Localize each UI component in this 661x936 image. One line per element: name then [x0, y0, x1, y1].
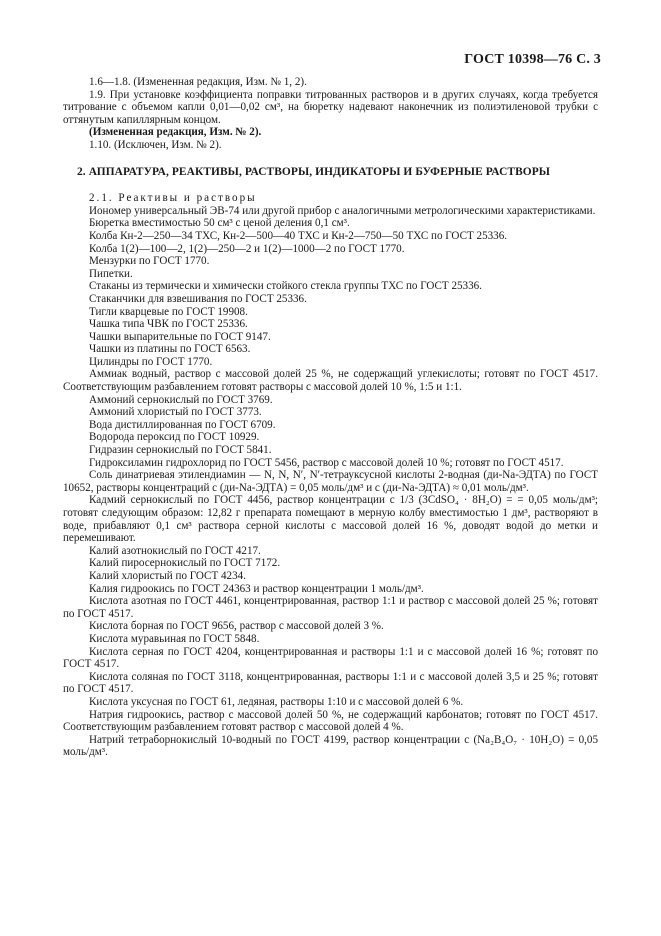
list-item: Гидроксиламин гидрохлорид по ГОСТ 5456, раствор с массовой долей 10 %; готовят по ГОСТ 4517.	[89, 456, 564, 469]
list-item: Стаканчики для взвешивания по ГОСТ 25336.	[89, 292, 307, 305]
paragraph-1-9: 1.9. При установке коэффициента поправки титрованных растворов и в других случаях, когда требуется титрование с объемом капли 0,01—0,02 см³, на бюретку надевают наконечник из полиэтиленовой трубки с оттянутым капиллярным концом.	[63, 88, 598, 126]
list-item: Калий хлористый по ГОСТ 4234.	[89, 569, 246, 582]
list-item: Мензурки по ГОСТ 1770.	[89, 255, 210, 268]
subsection-2-1: 2.1. Реактивы и растворы	[89, 192, 257, 205]
list-item: Пипетки.	[89, 267, 133, 280]
section-title: 2. АППАРАТУРА, РЕАКТИВЫ, РАСТВОРЫ, ИНДИКАТОРЫ И БУФЕРНЫЕ РАСТВОРЫ	[77, 165, 551, 178]
list-item: Чашки выпарительные по ГОСТ 9147.	[89, 330, 271, 343]
page-header: ГОСТ 10398—76 С. 3	[464, 52, 601, 67]
list-item: Калий пиросернокислый по ГОСТ 7172.	[89, 557, 281, 570]
list-item: Цилиндры по ГОСТ 1770.	[89, 355, 213, 368]
list-item: Колба Кн-2—250—34 ТХС, Кн-2—500—40 ТХС и Кн-2—750—50 ТХС по ГОСТ 25336.	[89, 229, 508, 242]
list-item: Вода дистиллированная по ГОСТ 6709.	[89, 418, 276, 431]
list-item: Водорода пероксид по ГОСТ 10929.	[89, 431, 260, 444]
list-item: Соль динатриевая этилендиамин — N, N, N′, N′-тетрауксусной кислоты 2-водная (ди-Na-ЭДТА) по ГОСТ 10652, растворы концентраций с (ди-Na-ЭДТА) = 0,05 моль/дм³ и с (ди-Na-ЭДТА) ≈ 0,01 моль/дм³.	[63, 469, 598, 494]
list-item: Бюретка вместимостью 50 см³ с ценой деления 0,1 см³.	[89, 217, 350, 230]
list-item: Кадмий сернокислый по ГОСТ 4456, раствор концентрации с 1/3 (3CdSO₄ · 8H₂O) = = 0,05 моль/дм³; готовят следующим образом: 12,82 г препарата помещают в мерную колбу вместимостью 1 дм³, растворяют в воде, прибавляют 0,1 см³ раствора серной кислоты с массовой долей 16 %, доводят водой до метки и перемешивают.	[63, 494, 598, 545]
list-item: Иономер универсальный ЭВ-74 или другой прибор с аналогичными метрологическими характеристиками.	[89, 204, 596, 217]
list-item: Аммоний хлористый по ГОСТ 3773.	[89, 406, 262, 419]
list-item: Аммиак водный, раствор с массовой долей 25 %, не содержащий углекислоты; готовят по ГОСТ 4517. Соответствующим разбавлением готовят растворы с массовой долей 10 %, 1:5 и 1:1.	[63, 368, 598, 394]
list-item: Кислота серная по ГОСТ 4204, концентрированная и растворы 1:1 и с массовой долей 16 %; готовят по ГОСТ 4517.	[63, 645, 598, 671]
list-item: Натрий тетраборнокислый 10-водный по ГОСТ 4199, раствор концентрации с (Na₂B₄O₇ · 10H₂O) = 0,05 моль/дм³.	[63, 733, 598, 759]
list-item: Стаканы из термически и химически стойкого стекла группы ТХС по ГОСТ 25336.	[89, 280, 482, 293]
list-item: Калия гидроокись по ГОСТ 24363 и раствор концентрации 1 моль/дм³.	[89, 582, 424, 595]
document-body	[63, 76, 598, 759]
list-item: Калий азотнокислый по ГОСТ 4217.	[89, 544, 261, 557]
list-item: Кислота муравьиная по ГОСТ 5848.	[89, 632, 260, 645]
list-item: Кислота азотная по ГОСТ 4461, концентрированная, раствор 1:1 и раствор с массовой долей 25 %; готовят по ГОСТ 4517.	[63, 595, 598, 620]
list-item: Кислота соляная по ГОСТ 3118, концентрированная, растворы 1:1 и с массовой долей 3,5 и 25 %; готовят по ГОСТ 4517.	[63, 670, 598, 696]
list-item: Натрия гидроокись, раствор с массовой долей 50 %, не содержащий карбонатов; готовят по ГОСТ 4517. Соответствующим разбавлением готовят раствор с массовой долей 4 %.	[63, 708, 598, 734]
paragraph-1-10: 1.10. (Исключен, Изм. № 2).	[89, 138, 222, 151]
list-item: Чашки из платины по ГОСТ 6563.	[89, 343, 251, 356]
list-item: Гидразин сернокислый по ГОСТ 5841.	[89, 444, 272, 457]
list-item: Чашка типа ЧВК по ГОСТ 25336.	[89, 318, 248, 331]
list-item: Тигли кварцевые по ГОСТ 19908.	[89, 305, 248, 318]
list-item: Кислота уксусная по ГОСТ 61, ледяная, растворы 1:10 и с массовой долей 6 %.	[89, 695, 464, 708]
list-item: Колба 1(2)—100—2, 1(2)—250—2 и 1(2)—1000—2 по ГОСТ 1770.	[89, 242, 405, 255]
list-item: Аммоний сернокислый по ГОСТ 3769.	[89, 393, 273, 406]
list-item: Кислота борная по ГОСТ 9656, раствор с массовой долей 3 %.	[89, 620, 384, 633]
paragraph-1-6-1-8: 1.6—1.8. (Измененная редакция, Изм. № 1, 2).	[89, 76, 307, 88]
paragraph-revision-note: (Измененная редакция, Изм. № 2).	[89, 126, 262, 139]
